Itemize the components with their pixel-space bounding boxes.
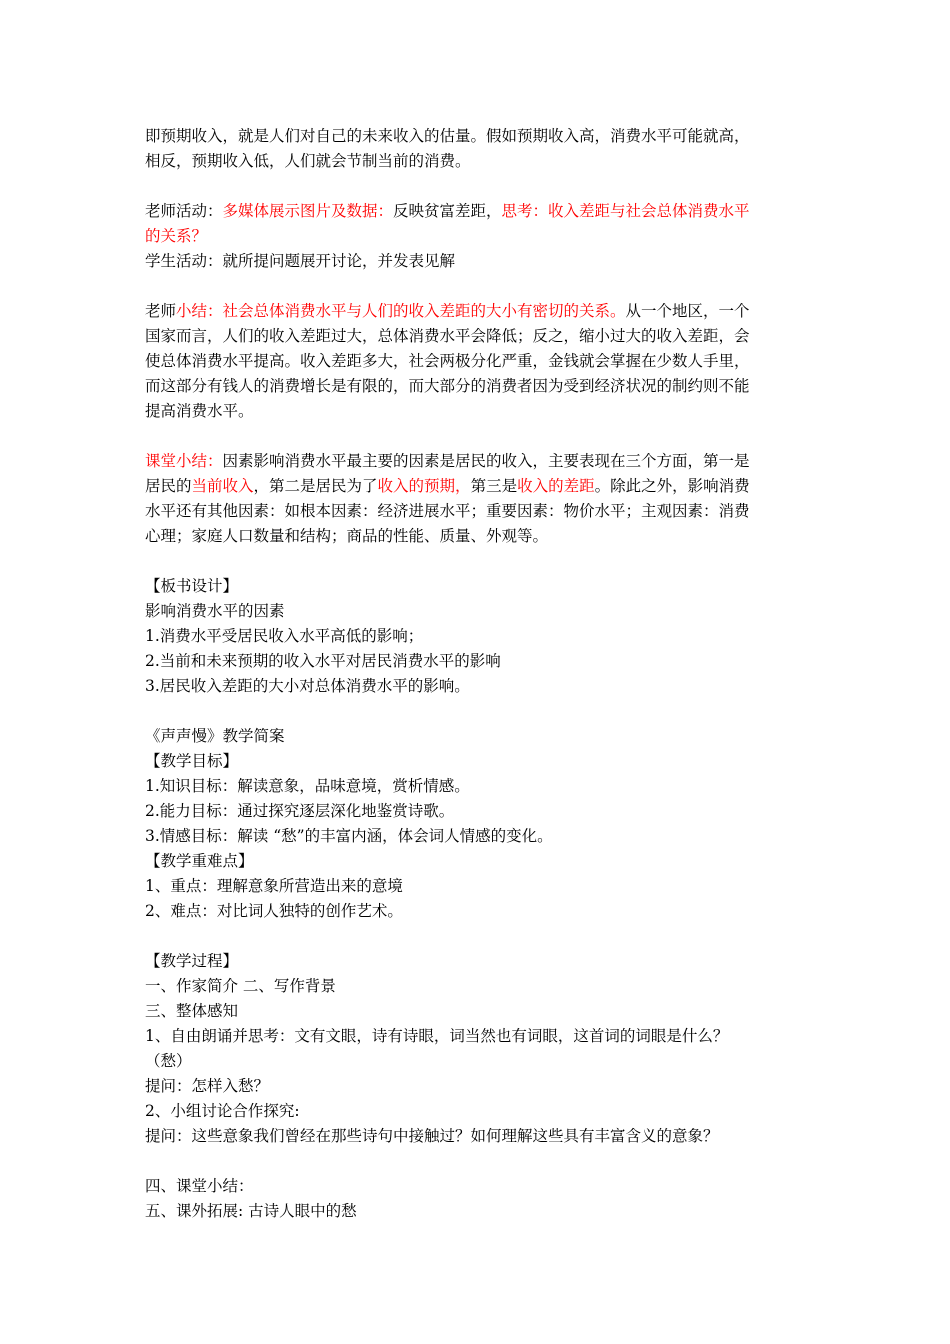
- goal-item: 1.知识目标：解读意象，品味意境，赏析情感。: [145, 777, 470, 795]
- teacher-summary-red: 小结：社会总体消费水平与人们的收入差距的大小有密切的关系。: [176, 302, 626, 320]
- class-summary-l1rest: 因素影响消费水平最主要的因素是居民的收入，主要表现在三个方面，第一是: [222, 452, 750, 470]
- process-item: （愁）: [145, 1052, 192, 1070]
- process-item: 提问：这些意象我们曾经在那些诗句中接触过？如何理解这些具有丰富含义的意象？: [145, 1127, 719, 1145]
- process-item: 提问：怎样入愁？: [145, 1077, 270, 1095]
- process-item: 1、自由朗诵并思考：文有文眼，诗有诗眼，词当然也有词眼，这首词的词眼是什么？: [145, 1027, 729, 1045]
- teacher-activity-red1: 多媒体展示图片及数据：: [222, 202, 394, 220]
- class-summary-line2: [145, 474, 813, 499]
- goal-item: 2.能力目标：通过探究逐层深化地鉴赏诗歌。: [145, 802, 455, 820]
- class-summary-l2d: 。除此之外，影响消费: [594, 477, 750, 495]
- goals-heading: 【教学目标】: [145, 752, 239, 770]
- key-item: 2、难点：对比词人独特的创作艺术。: [145, 902, 403, 920]
- process-item: 一、作家简介 二、写作背景: [145, 977, 336, 995]
- plan-title: 《声声慢》教学简案: [145, 727, 285, 745]
- goal-item: 3.情感目标：解读 “愁”的丰富内涵，体会词人情感的变化。: [145, 827, 553, 845]
- student-activity: 学生活动：就所提问题展开讨论，并发表见解: [145, 252, 456, 270]
- board-heading: 【板书设计】: [145, 577, 239, 595]
- class-summary-l2red2: 收入的预期，: [377, 477, 471, 495]
- teacher-summary-label: 老师: [145, 302, 177, 320]
- class-summary-line3: 水平还有其他因素：如根本因素：经济进展水平；重要因素：物价水平；主观因素：消费: [145, 502, 750, 520]
- teacher-summary-line1: [145, 299, 813, 324]
- board-item: 1.消费水平受居民收入水平高低的影响；: [145, 627, 424, 645]
- teacher-activity-mid: 反映贫富差距，: [393, 202, 502, 220]
- process-heading: 【教学过程】: [145, 952, 239, 970]
- key-heading: 【教学重难点】: [145, 852, 254, 870]
- process-item: 三、整体感知: [145, 1002, 239, 1020]
- teacher-summary-line3: 使总体消费水平提高。收入差距多大，社会两极分化严重，金钱就会掌握在少数人手里，: [145, 352, 750, 370]
- class-summary-l2c: 第三是: [470, 477, 518, 495]
- para1-line1: 即预期收入，就是人们对自己的未来收入的估量。假如预期收入高，消费水平可能就高，: [145, 127, 750, 145]
- closing-item: 四、课堂小结：: [145, 1177, 254, 1195]
- class-summary-l2red1: 当前收入: [191, 477, 254, 495]
- class-summary-line1: [145, 449, 813, 474]
- board-item: 3.居民收入差距的大小对总体消费水平的影响。: [145, 677, 470, 695]
- document-page: [145, 124, 813, 1224]
- class-summary-l2a: 居民的: [145, 477, 192, 495]
- teacher-activity-red3: 的关系？: [145, 227, 208, 245]
- process-item: 2、小组讨论合作探究:: [145, 1102, 300, 1120]
- teacher-activity-red2: 思考：收入差距与社会总体消费水平: [501, 202, 750, 220]
- key-item: 1、重点：理解意象所营造出来的意境: [145, 877, 403, 895]
- class-summary-line4: 心理；家庭人口数量和结构；商品的性能、质量、外观等。: [145, 527, 549, 545]
- para1-line2: 相反，预期收入低，人们就会节制当前的消费。: [145, 152, 471, 170]
- class-summary-l2red3: 收入的差距: [517, 477, 595, 495]
- teacher-summary-l1rest: 从一个地区，一个: [625, 302, 750, 320]
- class-summary-l2b: ，第二是居民为了: [253, 477, 378, 495]
- teacher-summary-line5: 提高消费水平。: [145, 402, 254, 420]
- board-item: 2.当前和未来预期的收入水平对居民消费水平的影响: [145, 652, 501, 670]
- teacher-summary-line2: 国家而言，人们的收入差距过大，总体消费水平会降低；反之，缩小过大的收入差距，会: [145, 327, 750, 345]
- closing-item: 五、课外拓展: 古诗人眼中的愁: [145, 1202, 357, 1220]
- teacher-activity-label: 老师活动：: [145, 202, 223, 220]
- board-title: 影响消费水平的因素: [145, 602, 285, 620]
- teacher-activity-line: [145, 199, 813, 224]
- teacher-summary-line4: 而这部分有钱人的消费增长是有限的，而大部分的消费者因为受到经济状况的制约则不能: [145, 377, 750, 395]
- class-summary-label: 课堂小结：: [145, 452, 223, 470]
